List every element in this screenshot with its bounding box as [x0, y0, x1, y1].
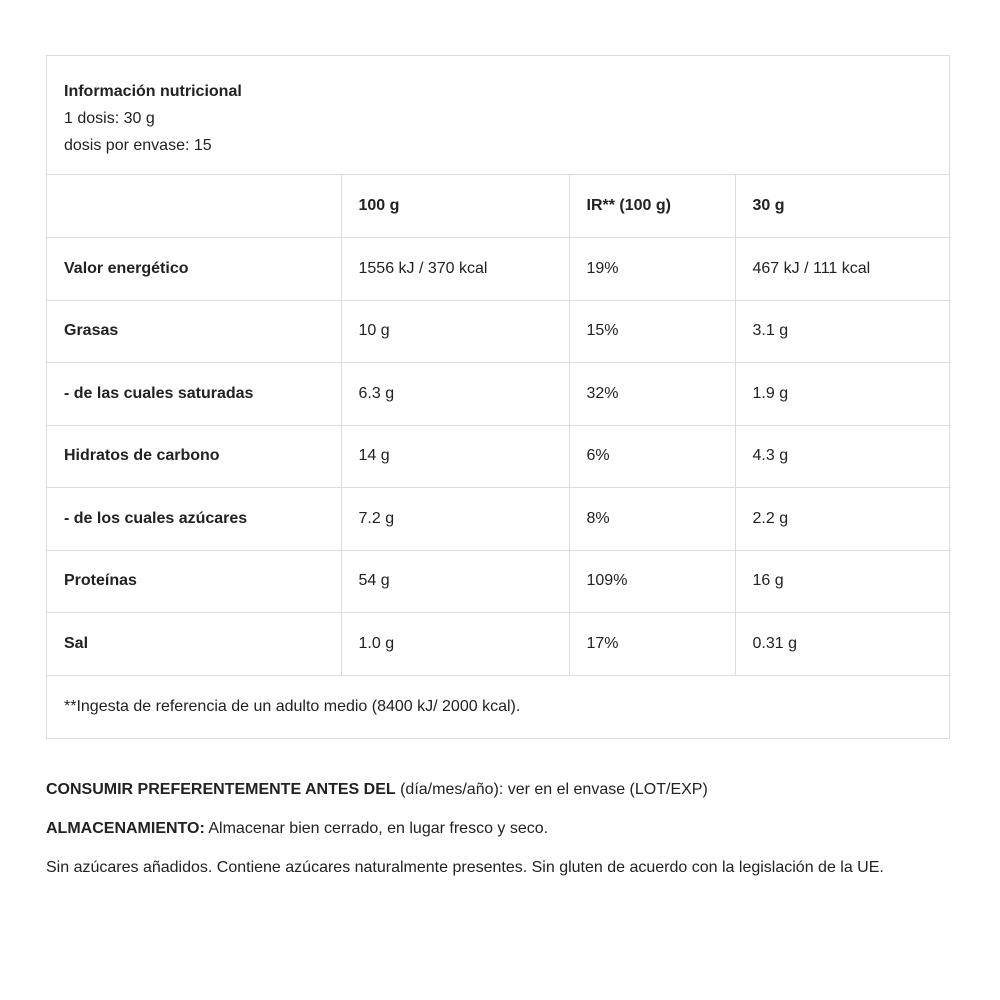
cell-ir: 17% — [569, 613, 735, 676]
nutrition-panel — [46, 55, 950, 739]
row-label: Valor energético — [47, 238, 341, 301]
cell-per100: 54 g — [341, 550, 569, 613]
best-before-text: (día/mes/año): ver en el envase (LOT/EXP) — [395, 781, 708, 798]
cell-per100: 1556 kJ / 370 kcal — [341, 238, 569, 301]
column-header-100g: 100 g — [341, 175, 569, 238]
cell-ir: 6% — [569, 425, 735, 488]
nutrition-title: Información nutricional — [64, 83, 242, 100]
column-header-ir: IR** (100 g) — [569, 175, 735, 238]
table-row — [47, 363, 951, 426]
product-notes — [46, 780, 986, 897]
table-header-row — [47, 175, 951, 238]
cell-ir: 19% — [569, 238, 735, 301]
row-label: Proteínas — [47, 550, 341, 613]
storage-note — [46, 819, 986, 839]
serving-size: 1 dosis: 30 g — [64, 110, 155, 127]
storage-label: ALMACENAMIENTO: — [46, 820, 205, 837]
table-row — [47, 238, 951, 301]
cell-per100: 6.3 g — [341, 363, 569, 426]
cell-ir: 109% — [569, 550, 735, 613]
cell-per30: 2.2 g — [735, 488, 951, 551]
cell-per30: 467 kJ / 111 kcal — [735, 238, 951, 301]
cell-per100: 1.0 g — [341, 613, 569, 676]
column-header-empty — [47, 175, 341, 238]
row-label: Grasas — [47, 300, 341, 363]
best-before-label: CONSUMIR PREFERENTEMENTE ANTES DEL — [46, 781, 396, 798]
best-before-note — [46, 780, 986, 800]
nutrition-header — [47, 56, 949, 175]
cell-per100: 10 g — [341, 300, 569, 363]
servings-per-container: dosis por envase: 15 — [64, 137, 212, 154]
cell-per100: 14 g — [341, 425, 569, 488]
reference-intake-footnote: **Ingesta de referencia de un adulto medio (8400 kJ/ 2000 kcal). — [64, 697, 521, 715]
storage-text: Almacenar bien cerrado, en lugar fresco y seco. — [204, 820, 549, 837]
row-label: - de las cuales saturadas — [47, 363, 341, 426]
table-row — [47, 300, 951, 363]
cell-per30: 1.9 g — [735, 363, 951, 426]
nutrition-table — [47, 175, 951, 676]
cell-per30: 16 g — [735, 550, 951, 613]
table-row — [47, 550, 951, 613]
cell-per30: 3.1 g — [735, 300, 951, 363]
row-label: Hidratos de carbono — [47, 425, 341, 488]
table-row — [47, 425, 951, 488]
column-header-30g: 30 g — [735, 175, 951, 238]
row-label: - de los cuales azúcares — [47, 488, 341, 551]
cell-ir: 15% — [569, 300, 735, 363]
cell-per30: 4.3 g — [735, 425, 951, 488]
cell-per100: 7.2 g — [341, 488, 569, 551]
cell-ir: 32% — [569, 363, 735, 426]
disclaimer-note: Sin azúcares añadidos. Contiene azúcares naturalmente presentes. Sin gluten de acuerdo con la legislación de la UE. — [46, 859, 884, 876]
table-row — [47, 488, 951, 551]
cell-ir: 8% — [569, 488, 735, 551]
cell-per30: 0.31 g — [735, 613, 951, 676]
row-label: Sal — [47, 613, 341, 676]
table-row — [47, 613, 951, 676]
